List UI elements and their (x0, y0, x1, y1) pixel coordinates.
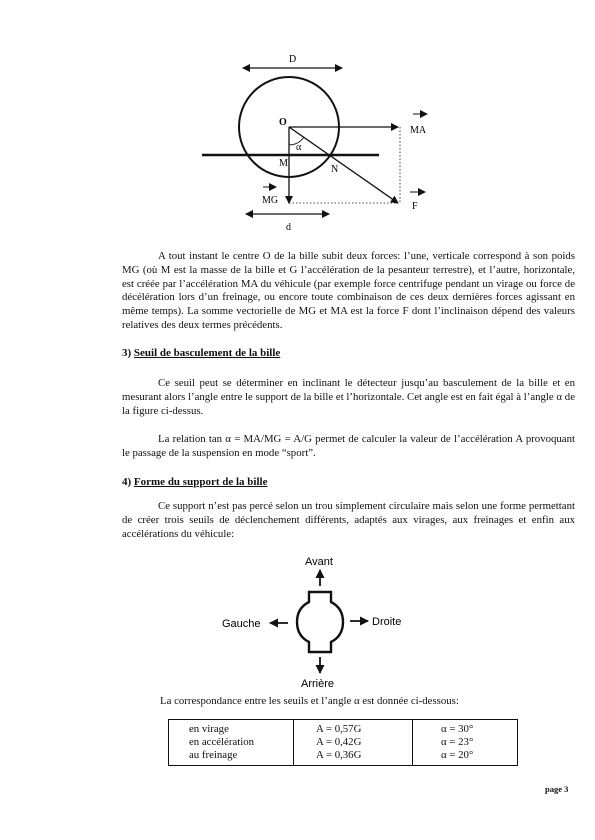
table-row (169, 720, 518, 737)
section3-number: 3) (122, 347, 132, 359)
acceleration-cell: A = 0,57G (294, 720, 413, 737)
angle-cell: α = 23° (413, 736, 518, 749)
label-d: d (286, 222, 291, 233)
threshold-table (168, 719, 518, 766)
label-arriere: Arrière (301, 678, 335, 690)
threshold-table-body (169, 720, 518, 766)
support-shape-outline (297, 592, 343, 652)
section3-paragraph1: Ce seuil peut se déterminer en inclinant le détecteur jusqu’au basculement de la bille et en mesurant alors l’angle entre le support de la bille et l’horizontale. Cet angle est en fait égal à l’angle α de la figure ci-dessus. (122, 377, 575, 417)
acceleration-cell: A = 0,42G (294, 736, 413, 749)
section4-title: Forme du support de la bille (133, 476, 268, 488)
correspondance-intro: La correspondance entre les seuils et l’angle α est donnée ci-dessous: (160, 695, 459, 707)
label-O: O (279, 117, 287, 128)
label-MG: MG (262, 195, 279, 206)
situation-cell: au freinage (189, 749, 238, 761)
paragraph-forces: A tout instant le centre O de la bille subit deux forces: l’une, verticale correspond à son poids MG (où M est la masse de la bille et G l’accélération de la pesanteur terrestre), et l’autre, horizontale, est créée par l’accélération MA du véhicule (par exemple force centrifuge pendant un virage ou force de décélération lors d’un freinage, ou encore toute combinaison de ces deux dernières forces agissant en même temps). La somme vectorielle de MG et MA est la force F dont l’inclinaison dépend des valeurs relatives des deux termes précédents. (122, 250, 575, 331)
section3-title: Seuil de basculement de la bille (133, 347, 281, 359)
acceleration-cell: A = 0,36G (294, 749, 413, 766)
section3-heading (122, 347, 280, 359)
section4-heading (122, 476, 267, 488)
label-M: M (279, 158, 288, 169)
label-F: F (412, 201, 418, 212)
ball-forces-diagram (0, 0, 595, 250)
section3-paragraph2: La relation tan α = MA/MG = A/G permet de calculer la valeur de l’accélération A provoquant le passage de la suspension en mode “sport”. (122, 433, 575, 459)
situation-cell: en accélération (189, 736, 255, 748)
page-number: page 3 (545, 784, 569, 794)
label-MA: MA (410, 125, 427, 136)
situation-cell: en virage (189, 723, 229, 735)
label-avant: Avant (305, 556, 333, 568)
table-row (169, 736, 518, 749)
angle-cell: α = 20° (413, 749, 518, 766)
label-alpha: α (296, 142, 302, 153)
label-gauche: Gauche (222, 618, 261, 630)
label-droite: Droite (372, 616, 402, 628)
table-row (169, 749, 518, 766)
vector-F (289, 127, 398, 203)
label-N: N (331, 164, 339, 175)
angle-cell: α = 30° (413, 720, 518, 737)
label-D: D (289, 54, 297, 65)
section4-number: 4) (122, 476, 132, 488)
section4-paragraph1: Ce support n’est pas percé selon un trou simplement circulaire mais selon une forme permettant de créer trois seuils de déclenchement différents, adaptés aux virages, aux freinages et enfin aux accélérations du véhicule: (122, 500, 575, 540)
